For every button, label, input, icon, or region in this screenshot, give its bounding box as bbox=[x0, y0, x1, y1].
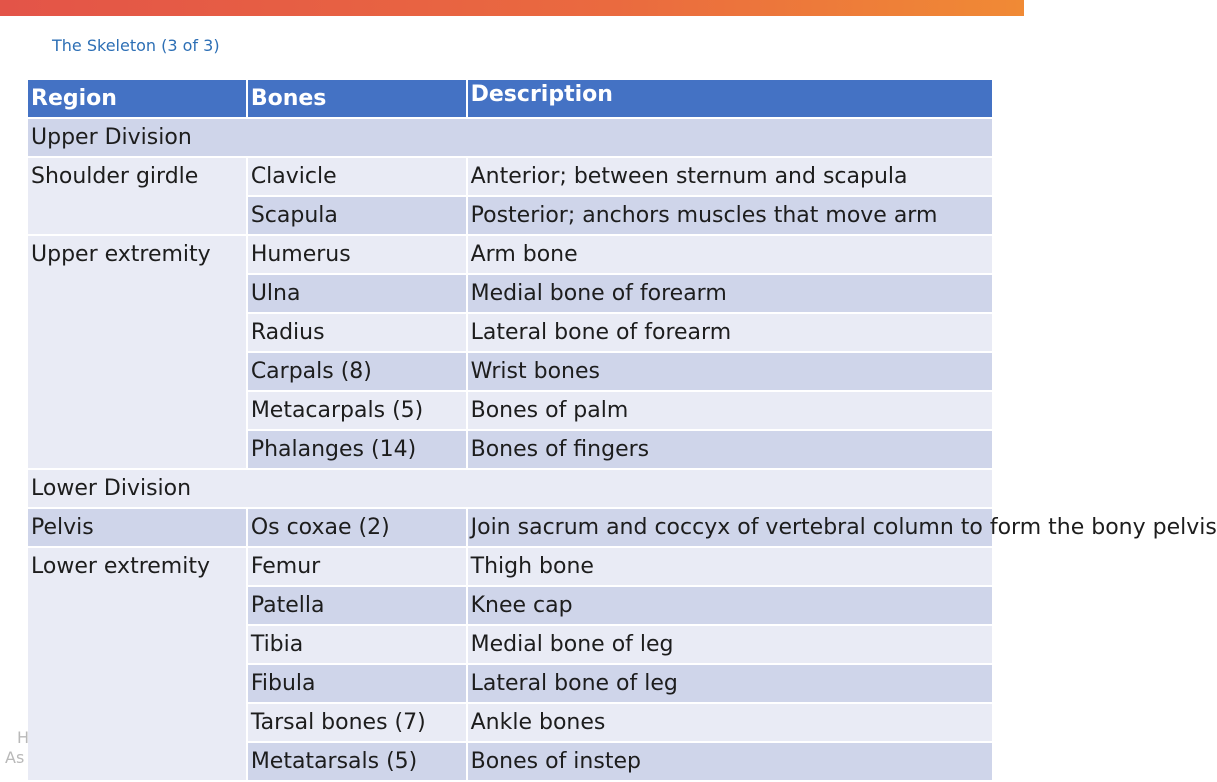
bone-cell: Fibula bbox=[247, 664, 467, 703]
table-row bbox=[27, 157, 993, 196]
footer-text bbox=[5, 728, 29, 768]
table-row bbox=[27, 469, 993, 508]
header-description: Description bbox=[467, 79, 993, 118]
table-row bbox=[27, 118, 993, 157]
upper-division-label: Upper Division bbox=[27, 118, 993, 157]
table-row bbox=[27, 235, 993, 274]
bone-cell: Metacarpals (5) bbox=[247, 391, 467, 430]
bone-cell: Carpals (8) bbox=[247, 352, 467, 391]
header-bones: Bones bbox=[247, 79, 467, 118]
footer-line-2: As bbox=[5, 748, 25, 767]
description-cell: Posterior; anchors muscles that move arm bbox=[467, 196, 993, 235]
bone-cell: Phalanges (14) bbox=[247, 430, 467, 469]
region-lower-extremity: Lower extremity bbox=[27, 547, 247, 781]
bone-cell: Ulna bbox=[247, 274, 467, 313]
lower-division-label: Lower Division bbox=[27, 469, 993, 508]
region-shoulder-girdle: Shoulder girdle bbox=[27, 157, 247, 235]
bone-cell: Os coxae (2) bbox=[247, 508, 467, 547]
description-cell: Lateral bone of leg bbox=[467, 664, 993, 703]
region-upper-extremity: Upper extremity bbox=[27, 235, 247, 469]
region-pelvis: Pelvis bbox=[27, 508, 247, 547]
description-cell: Bones of fingers bbox=[467, 430, 993, 469]
footer-line-1: H bbox=[17, 728, 30, 747]
table-row bbox=[27, 547, 993, 586]
description-cell: Medial bone of forearm bbox=[467, 274, 993, 313]
description-cell: Bones of instep bbox=[467, 742, 993, 781]
bone-cell: Tibia bbox=[247, 625, 467, 664]
description-cell: Arm bone bbox=[467, 235, 993, 274]
description-cell: Bones of palm bbox=[467, 391, 993, 430]
description-cell: Medial bone of leg bbox=[467, 625, 993, 664]
table-header-row bbox=[27, 79, 993, 118]
description-cell: Knee cap bbox=[467, 586, 993, 625]
slide-title: The Skeleton (3 of 3) bbox=[52, 36, 220, 55]
bone-cell: Metatarsals (5) bbox=[247, 742, 467, 781]
header-region: Region bbox=[27, 79, 247, 118]
description-cell: Lateral bone of forearm bbox=[467, 313, 993, 352]
bone-cell: Humerus bbox=[247, 235, 467, 274]
bone-cell: Clavicle bbox=[247, 157, 467, 196]
description-cell: Wrist bones bbox=[467, 352, 993, 391]
description-cell: Thigh bone bbox=[467, 547, 993, 586]
bone-cell: Scapula bbox=[247, 196, 467, 235]
description-cell: Join sacrum and coccyx of vertebral column to form the bony pelvis bbox=[467, 508, 993, 547]
bone-cell: Femur bbox=[247, 547, 467, 586]
bone-cell: Tarsal bones (7) bbox=[247, 703, 467, 742]
bone-cell: Patella bbox=[247, 586, 467, 625]
bone-cell: Radius bbox=[247, 313, 467, 352]
skeleton-table bbox=[26, 78, 1217, 782]
description-cell: Ankle bones bbox=[467, 703, 993, 742]
top-accent-bar bbox=[0, 0, 1024, 16]
table-row bbox=[27, 508, 993, 547]
description-cell: Anterior; between sternum and scapula bbox=[467, 157, 993, 196]
